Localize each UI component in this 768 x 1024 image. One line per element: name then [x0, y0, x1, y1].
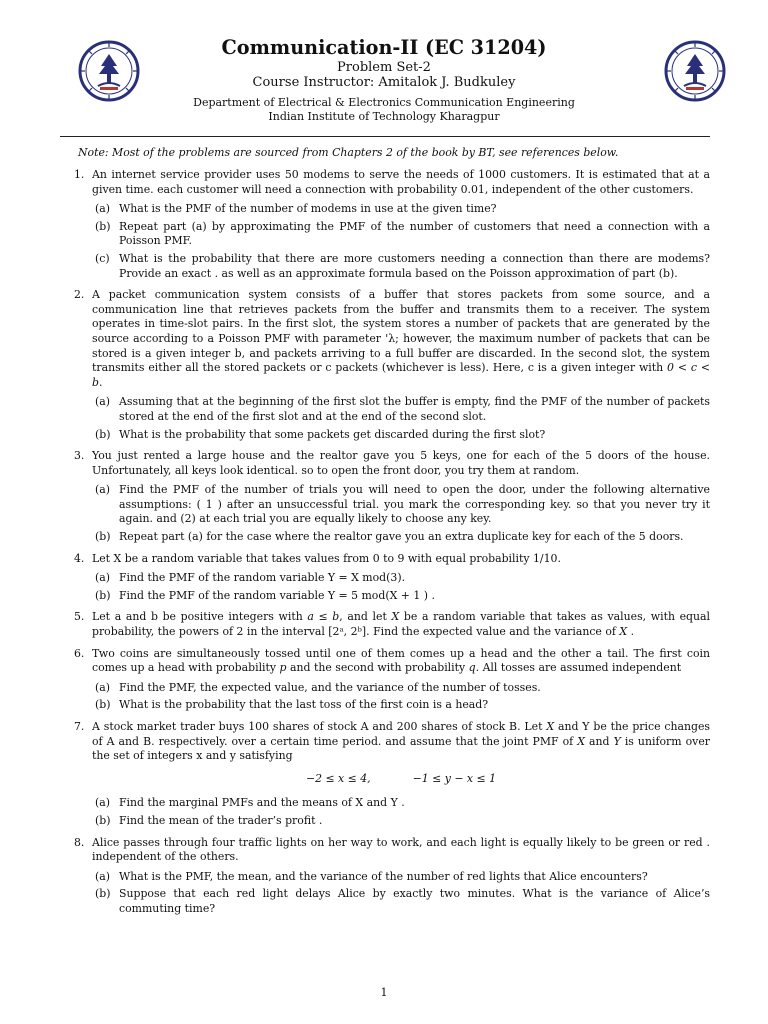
problem-1	[74, 168, 710, 281]
problem-part	[92, 252, 710, 281]
part-label: (a)	[95, 869, 110, 883]
display-equation	[92, 772, 710, 787]
part-text: What is the probability that there are more customers needing a connection than there are modems? Provide an exact . as well as an approximate formula based on the Poisson approximation of part (b).	[119, 251, 710, 280]
part-label: (a)	[95, 796, 110, 810]
part-label: (b)	[95, 530, 111, 544]
part-text: What is the probability that some packets get discarded during the first slot?	[119, 427, 546, 441]
institute-label: Indian Institute of Technology Kharagpur	[268, 110, 500, 123]
page-number: 1	[380, 986, 388, 999]
problem-3	[74, 449, 710, 545]
problem-part	[92, 681, 710, 696]
math-interval: [2ᵃ, 2ᵇ]	[328, 625, 367, 639]
part-text: Repeat part (a) for the case where the realtor gave you an extra duplicate key for each of the 5 doors.	[119, 530, 684, 544]
problem-set-label: Problem Set-2	[337, 60, 431, 75]
part-text: Find the marginal PMFs and the means of X and Y .	[119, 796, 405, 810]
part-label: (b)	[95, 698, 111, 712]
math-condition: a ≤ b	[307, 610, 340, 624]
part-text: What is the probability that the last toss of the first coin is a head?	[119, 698, 489, 712]
part-text: Assuming that at the beginning of the first slot the buffer is empty, find the PMF of the number of packets stored at the end of the first slot and at the end of the second slot.	[119, 395, 710, 423]
problem-5	[74, 610, 710, 639]
problem-part	[92, 589, 710, 604]
part-label: (b)	[95, 813, 111, 827]
problem-7	[74, 720, 710, 829]
equation-part: −1 ≤ y − x ≤ 1	[412, 771, 497, 785]
part-text: Find the PMF, the expected value, and the variance of the number of tosses.	[119, 680, 541, 694]
part-label: (b)	[95, 588, 111, 602]
problem-text: Two coins are simultaneously tossed until one of them comes up a head and the other a tail. The first coin comes up a head with probability p and the second with probability q. All tosses are assumed independent	[92, 646, 710, 675]
problem-2	[74, 288, 710, 442]
problem-text: An internet service provider uses 50 modems to serve the needs of 1000 customers. It is estimated that at a given time. each customer will need a connection with probability 0.01, independent of the other customers.	[92, 168, 710, 196]
page-title: Communication-II (EC 31204)	[221, 36, 547, 59]
part-text: What is the PMF, the mean, and the variance of the number of red lights that Alice encounters?	[119, 869, 648, 883]
problem-part	[92, 202, 710, 217]
problem-text: A packet communication system consists of a buffer that stores packets from some source, and a communication line that retrieves packets from the buffer and transmits them to a receiver. The system operates in time-slot pairs. In the first slot, the system stores a number of packets that are generated by the source according to a Poisson PMF with parameter 'λ; however, the maximum number of packets that can be stored is a given integer b, and packets arriving to a full buffer are discarded. In the second slot, the system transmits either all the stored packets or c packets (whichever is less). Here, c is a given integer with 0 < c < b.	[92, 288, 710, 389]
problem-text: Let a and b be positive integers with a ≤ b, and let X be a random variable that takes as values, with equal probability, the powers of 2 in the interval [2ᵃ, 2ᵇ]. Find the expected value and the variance of X .	[92, 610, 711, 639]
part-text: Repeat part (a) by approximating the PMF of the number of customers that need a connection with a Poisson PMF.	[119, 219, 710, 248]
problem-part	[92, 698, 710, 713]
problem-part	[92, 887, 710, 916]
problem-part	[92, 220, 710, 249]
source-note: Note: Most of the problems are sourced from Chapters 2 of the book by BT, see references below.	[78, 146, 619, 159]
part-label: (c)	[95, 251, 110, 265]
part-text: Suppose that each red light delays Alice by exactly two minutes. What is the variance of Alice’s commuting time?	[119, 887, 710, 915]
problem-number: 7.	[74, 720, 85, 733]
part-text: Find the PMF of the random variable Y = X mod(3).	[119, 571, 406, 585]
problem-number: 6.	[74, 646, 85, 660]
problem-part	[92, 530, 710, 545]
problem-part	[92, 395, 710, 424]
part-label: (a)	[95, 680, 110, 694]
problem-part	[92, 814, 710, 829]
part-label: (b)	[95, 219, 111, 233]
problem-part	[92, 428, 710, 443]
part-label: (a)	[95, 571, 110, 585]
problem-text: You just rented a large house and the realtor gave you 5 keys, one for each of the 5 doors of the house. Unfortunately, all keys look identical. so to open the front door, you try them at random.	[92, 449, 710, 477]
part-label: (b)	[95, 887, 111, 901]
part-label: (a)	[95, 202, 110, 216]
problem-number: 5.	[74, 610, 85, 624]
problem-number: 4.	[74, 551, 85, 565]
problem-text: A stock market trader buys 100 shares of stock A and 200 shares of stock B. Let X and Y be the price changes of A and B. respectively. over a certain time period. and assume that the joint PMF of X and Y is uniform over the set of integers x and y satisfying	[92, 720, 711, 763]
part-text: Find the PMF of the random variable Y = 5 mod(X + 1 ) .	[119, 588, 435, 602]
part-label: (a)	[95, 483, 110, 497]
part-text: What is the PMF of the number of modems in use at the given time?	[119, 202, 497, 216]
instructor-label: Course Instructor: Amitalok J. Budkuley	[252, 75, 516, 90]
part-label: (b)	[95, 427, 111, 441]
problem-number: 8.	[74, 835, 85, 849]
part-text: Find the mean of the trader’s profit .	[119, 813, 323, 827]
problem-part	[92, 483, 710, 527]
document-header	[0, 36, 768, 124]
department-label: Department of Electrical & Electronics Communication Engineering	[193, 96, 575, 109]
part-text: Find the PMF of the number of trials you will need to open the door, under the following alternative assumptions: ( 1 ) after an unsuccessful trial. you mark the corresponding key. so that you never try it again. and (2) at each trial you are equally likely to choose any key.	[119, 483, 710, 526]
problem-6	[74, 647, 710, 713]
problem-part	[92, 571, 710, 586]
problem-list	[74, 168, 710, 924]
problem-part	[92, 870, 710, 885]
problem-text: Alice passes through four traffic lights on her way to work, and each light is equally likely to be green or red . independent of the others.	[92, 835, 710, 864]
part-label: (a)	[95, 395, 110, 409]
problem-number: 3.	[74, 449, 85, 463]
problem-part	[92, 796, 710, 811]
problem-8	[74, 836, 710, 917]
problem-number: 2.	[74, 288, 85, 302]
header-divider	[60, 136, 710, 137]
problem-number: 1.	[74, 168, 85, 181]
equation-part: −2 ≤ x ≤ 4,	[305, 771, 371, 785]
problem-text: Let X be a random variable that takes values from 0 to 9 with equal probability 1/10.	[92, 551, 561, 565]
problem-4	[74, 552, 710, 604]
math-condition: 0 < c < b	[92, 361, 710, 389]
